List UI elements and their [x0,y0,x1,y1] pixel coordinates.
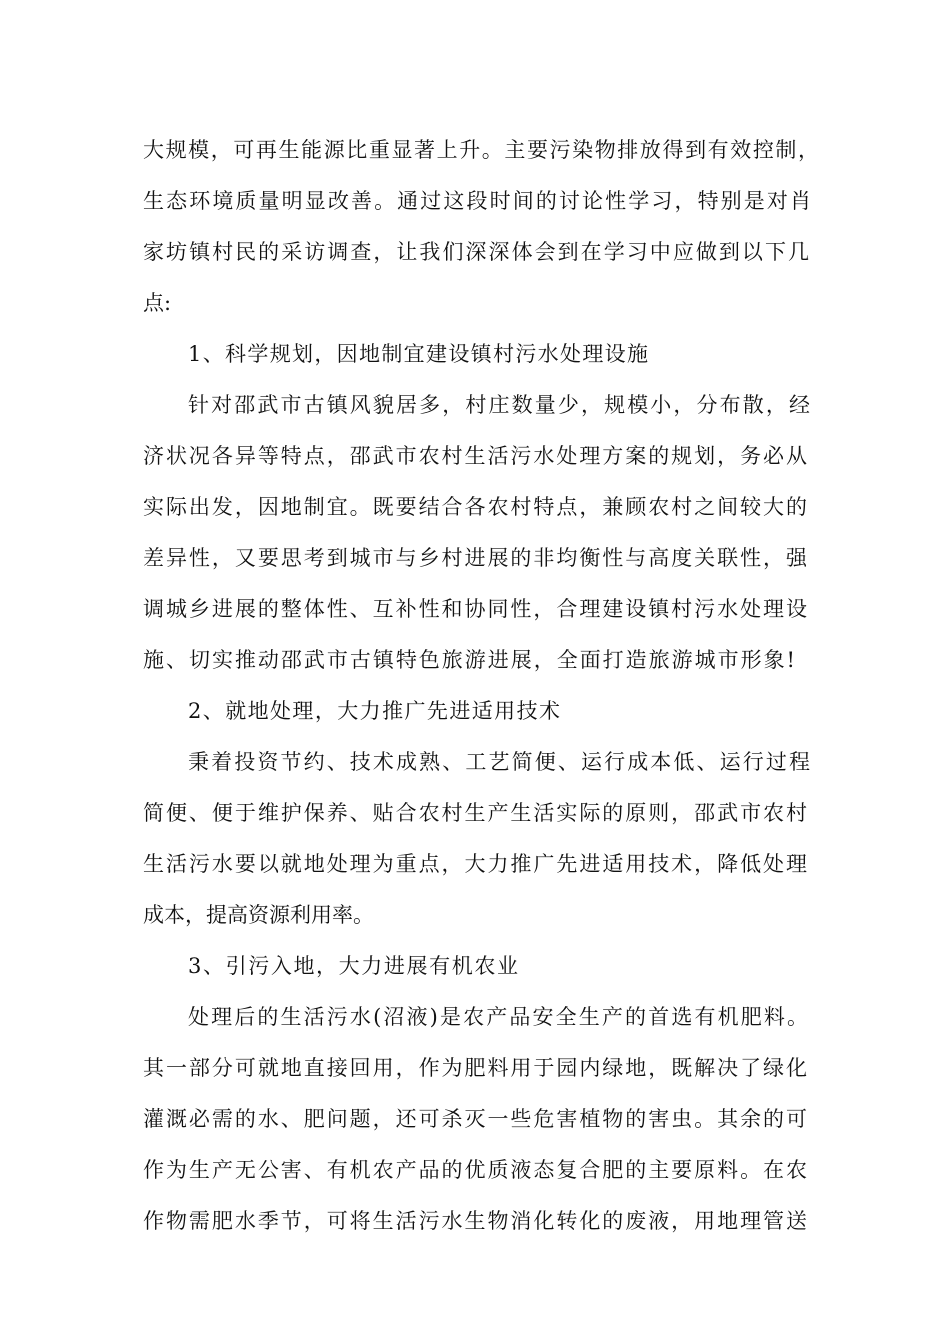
section-heading [0,950,950,982]
text-line [0,389,950,421]
line-text: 家坊镇村民的采访调查，让我们深深体会到在学习中应做到以下几 [143,240,809,264]
text-line [0,797,950,829]
text-line [0,746,950,778]
line-text: 作为生产无公害、有机农产品的优质液态复合肥的主要原料。在农 [143,1158,807,1182]
text-line [0,1205,950,1237]
line-text: 秉着投资节约、技术成熟、工艺简便、运行成本低、运行过程 [188,750,810,774]
text-line [0,1052,950,1084]
line-text: 大规模，可再生能源比重显著上升。主要污染物排放得到有效控制， [143,138,819,162]
line-text: 灌溉必需的水、肥问题，还可杀灭一些危害植物的害虫。其余的可 [143,1107,807,1131]
text-line [0,134,950,166]
text-line [0,287,950,319]
text-line [0,1154,950,1186]
line-text: 济状况各异等特点，邵武市农村生活污水处理方案的规划，务必从 [143,444,807,468]
text-line [0,440,950,472]
section-heading [0,338,950,370]
text-line [0,1103,950,1135]
text-line [0,491,950,523]
line-text: 成本，提高资源利用率。 [143,903,374,927]
line-text: 生活污水要以就地处理为重点，大力推广先进适用技术，降低处理 [143,852,807,876]
line-text: 生态环境质量明显改善。通过这段时间的讨论性学习，特别是对肖 [143,189,811,213]
text-line [0,899,950,931]
text-line [0,542,950,574]
section-heading [0,695,950,727]
line-text: 实际出发，因地制宜。既要结合各农村特点，兼顾农村之间较大的 [143,495,807,519]
text-line [0,236,950,268]
text-line [0,185,950,217]
line-text: 作物需肥水季节，可将生活污水生物消化转化的废液，用地理管送 [143,1209,807,1233]
line-text: 调城乡进展的整体性、互补性和协同性，合理建设镇村污水处理设 [143,597,807,621]
heading-text: 3、引污入地，大力进展有机农业 [188,954,518,978]
text-line [0,848,950,880]
text-line [0,593,950,625]
heading-text: 2、就地处理，大力推广先进适用技术 [188,699,560,723]
heading-text: 1、科学规划，因地制宜建设镇村污水处理设施 [188,342,648,366]
line-text: 处理后的生活污水(沼液)是农产品安全生产的首选有机肥料。 [188,1005,808,1029]
text-line [0,644,950,676]
line-text: 施、切实推动邵武市古镇特色旅游进展，全面打造旅游城市形象! [143,648,795,672]
text-line [0,1001,950,1033]
line-text: 其一部分可就地直接回用，作为肥料用于园内绿地，既解决了绿化 [143,1056,807,1080]
line-text: 点: [143,291,172,315]
line-text: 差异性，又要思考到城市与乡村进展的非均衡性与高度关联性，强 [143,546,807,570]
line-text: 简便、便于维护保养、贴合农村生产生活实际的原则，邵武市农村 [143,801,807,825]
line-text: 针对邵武市古镇风貌居多，村庄数量少，规模小，分布散，经 [188,393,810,417]
